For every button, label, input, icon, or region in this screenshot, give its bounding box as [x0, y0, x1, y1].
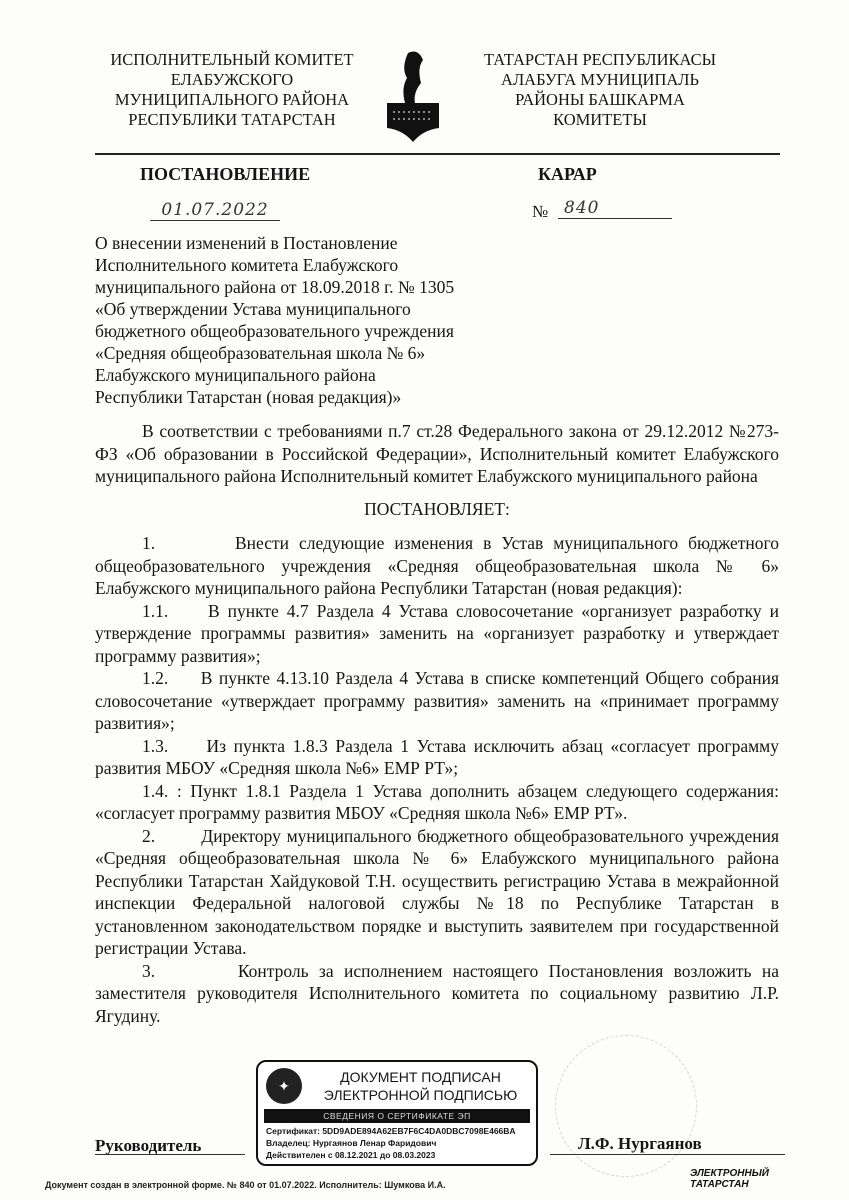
header-divider	[95, 153, 780, 155]
item-1-4: 1.4. : Пункт 1.8.1 Раздела 1 Устава дополнить абзацем следующего содержания: «согласует программу развития МБОУ «Средняя школа №6» ЕМР РТ».	[95, 780, 779, 823]
item-1: 1. Внести следующие изменения в Устав муниципального бюджетного общеобразовательного учреждения «Средняя общеобразовательная школа № 6» Елабужского муниципального района Республики Татарстан (новая редакция):	[95, 533, 779, 598]
title-line: Исполнительного комитета Елабужского	[95, 255, 399, 275]
official-seal	[555, 1035, 697, 1177]
doc-date: 01.07.2022	[150, 200, 280, 221]
header-line: ТАТАРСТАН РЕСПУБЛИКАСЫ	[483, 50, 716, 69]
signer-position: Руководитель	[95, 1136, 202, 1155]
title-line: «Об утверждении Устава муниципального	[95, 299, 411, 319]
item-2: 2. Директору муниципального бюджетного общеобразовательного учреждения «Средняя общеобразовательная школа № 6» Елабужского муниципального района Республики Татарстан Хайдуковой Т.Н. осуществить регистрацию Устава в межрайонной инспекции Федеральной налоговой службы №18 по Республике Татарстан в установленном законодательством порядке и выступить заявителем при государственной регистрации Устава.	[95, 825, 779, 958]
number-label: №	[532, 202, 549, 221]
item-1-2: 1.2. В пункте 4.13.10 Раздела 4 Устава в списке компетенций Общего собрания словосочетание «утверждает программу развития» заменить на «принимает программу развития»;	[95, 668, 779, 733]
header-line: ИСПОЛНИТЕЛЬНЫЙ КОМИТЕТ	[110, 50, 354, 69]
header-right	[455, 50, 745, 130]
resolves-heading: ПОСТАНОВЛЯЕТ:	[364, 498, 510, 519]
doc-body	[95, 420, 779, 1027]
header-line: МУНИЦИПАЛЬНОГО РАЙОНА	[114, 90, 350, 109]
title-line: Республики Татарстан (новая редакция)»	[95, 387, 402, 407]
title-line: Елабужского муниципального района	[95, 365, 376, 385]
header-line: РЕСПУБЛИКИ ТАТАРСТАН	[128, 110, 336, 129]
title-line: муниципального района от 18.09.2018 г. № 1305	[95, 277, 455, 297]
preamble: В соответствии с требованиями п.7 ст.28 Федерального закона от 29.12.2012 №273-ФЗ «Об образовании в Российской Федерации», Исполнительный комитет Елабужского муниципального района Исполнительный комитет Елабужского муниципального района	[95, 421, 779, 486]
stamp-certificate: Сертификат: 5DD9ADE894A62EB7F6C4DA0DBC7098E466BA	[266, 1126, 516, 1136]
stamp-validity: Действителен с 08.12.2021 до 08.03.2023	[266, 1150, 436, 1160]
title-line: бюджетного общеобразовательного учреждения	[95, 321, 454, 341]
doc-title	[95, 232, 555, 408]
doc-type-ru: ПОСТАНОВЛЕНИЕ	[140, 164, 311, 184]
brand-text: ЭЛЕКТРОННЫЙ ТАТАРСТАН	[690, 1168, 769, 1190]
stamp-owner: Владелец: Нургаянов Ленар Фаридович	[266, 1138, 437, 1148]
doc-type-tt: КАРАР	[538, 164, 597, 184]
header-line: ЕЛАБУЖСКОГО	[170, 70, 294, 89]
header-left	[87, 50, 377, 130]
e-tatarstan-logo	[690, 1168, 790, 1190]
e-signature-stamp	[256, 1060, 538, 1166]
signer-name: Л.Ф. Нургаянов	[578, 1134, 702, 1153]
stamp-title: ДОКУМЕНТ ПОДПИСАН ЭЛЕКТРОННОЙ ПОДПИСЬЮ	[323, 1069, 518, 1103]
title-line: О внесении изменений в Постановление	[95, 233, 398, 253]
header-line: РАЙОНЫ БАШКАРМА	[515, 90, 685, 109]
item-1-3: 1.3. Из пункта 1.8.3 Раздела 1 Устава исключить абзац «согласует программу развития МБОУ «Средняя школа №6» ЕМР РТ»;	[95, 735, 779, 778]
footer-note: Документ создан в электронной форме. № 840 от 01.07.2022. Исполнитель: Шумкова И.А.	[45, 1180, 446, 1190]
doc-number: 840	[558, 198, 672, 219]
header-line: КОМИТЕТЫ	[553, 110, 647, 129]
item-1-1: 1.1. В пункте 4.7 Раздела 4 Устава словосочетание «организует разработку и утверждение программы развития» заменить на «организует разработку и утверждает программу развития»;	[95, 600, 779, 666]
title-line: «Средняя общеобразовательная школа № 6»	[95, 343, 426, 363]
item-3: 3. Контроль за исполнением настоящего Постановления возложить на заместителя руководителя Исполнительного комитета по социальному развитию Л.Р. Ягудину.	[95, 960, 779, 1026]
header-line: АЛАБУГА МУНИЦИПАЛЬ	[501, 70, 699, 89]
tatarstan-logo-icon: ✦	[266, 1068, 302, 1104]
coat-of-arms-emblem	[383, 48, 443, 143]
stamp-cert-bar: СВЕДЕНИЯ О СЕРТИФИКАТЕ ЭП	[264, 1109, 530, 1123]
